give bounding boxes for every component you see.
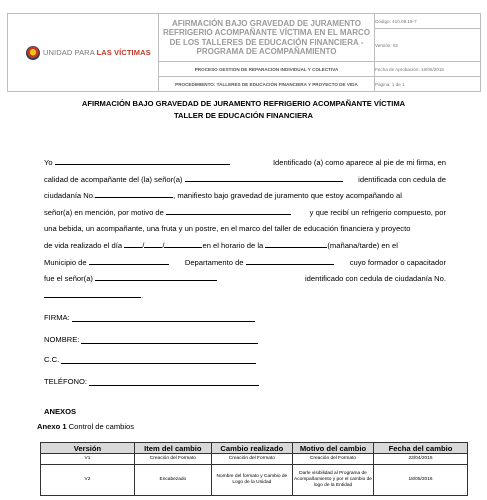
id-number-blank[interactable]: [95, 188, 173, 198]
document-header: [7, 13, 481, 92]
table-cell: V2: [41, 465, 135, 496]
affidavit-paragraph: Yo Identificado (a) como aparece al pie de mi firma, en calidad de acompañante del (la) señor(a) identificada con cedula de ciudadanía No. , manifiesto bajo gravedad de juramento que estoy acompañando al señor(a) en mención, por motivo de y que recibí un refrigerio compuesto, por una bebida, un acompañante, una fruta y un postre, en el marco del taller de educación financiera y proyecto de vida realizado el día / / en el horario de la (mañana/tarde) en el Municipio de Departamento de cuyo formador o capacitador fue el señor(a) identificado con cedula de ciudadanía No. .: [44, 155, 446, 304]
id-field: C.C.: [44, 355, 256, 364]
logo-cell: [8, 14, 159, 92]
table-cell: 18/05/2016: [374, 465, 468, 496]
column-header: Motivo del cambio: [292, 443, 373, 454]
signature-line[interactable]: [72, 313, 255, 322]
year-blank[interactable]: [164, 238, 202, 248]
annex-1-label: Anexo 1 Control de cambios: [37, 422, 135, 431]
document-title-line-2: TALLER DE EDUCACIÓN FINANCIERA: [173, 111, 314, 120]
name-blank[interactable]: [55, 155, 230, 165]
month-blank[interactable]: [144, 238, 162, 248]
phone-field: TELÉFONO:: [44, 377, 259, 386]
table-cell: 23/04/2015: [374, 454, 468, 465]
column-header: Versión: [41, 443, 135, 454]
department-blank[interactable]: [246, 255, 334, 265]
table-cell: Nombre del formato y Cambio de Logo de la Unidad: [211, 465, 292, 496]
column-header: Fecha del cambio: [374, 443, 468, 454]
companion-of-blank[interactable]: [185, 172, 343, 182]
organization-logo: UNIDAD PARA LAS VÍCTIMAS: [43, 48, 151, 57]
day-blank[interactable]: [124, 238, 142, 248]
reason-blank[interactable]: [166, 205, 291, 215]
process-name: PROCESO GESTION DE REPARACION INDIVIDUAL Y COLECTIVA: [159, 62, 375, 77]
annexes-heading: ANEXOS: [44, 407, 77, 416]
document-title-line-1: AFIRMACIÓN BAJO GRAVEDAD DE JURAMENTO REFRIGERIO ACOMPAÑANTE VÍCTIMA: [81, 99, 406, 108]
table-header-row: [41, 443, 468, 454]
column-header: Item del cambio: [134, 443, 211, 454]
name-line[interactable]: [81, 335, 258, 344]
municipality-blank[interactable]: [89, 255, 169, 265]
column-header: Cambio realizado: [211, 443, 292, 454]
page-number: Página: 1 de 1: [375, 77, 481, 92]
schedule-blank[interactable]: [265, 238, 327, 248]
approval-date: Fecha de Aprobación: 18/05/2016: [375, 62, 481, 77]
signature-field: FIRMA:: [44, 313, 255, 322]
document-code: Código: 410.08.15-7: [375, 14, 481, 29]
table-cell: Creación del Formato: [211, 454, 292, 465]
id-line[interactable]: [61, 355, 256, 364]
document-version: Versión: 02: [375, 29, 481, 62]
table-cell: Creación del Formato: [134, 454, 211, 465]
trainer-name-blank[interactable]: [95, 271, 217, 281]
trainer-id-blank[interactable]: [44, 288, 141, 298]
name-field: NOMBRE:: [44, 335, 258, 344]
table-row: [41, 454, 468, 465]
table-row: [41, 465, 468, 496]
table-cell: Encabezado: [134, 465, 211, 496]
table-cell: Darle visibilidad al Programa de Acompañamiento y por el cambio de logo de la Entidad: [292, 465, 373, 496]
table-cell: Creación del Formato: [292, 454, 373, 465]
document-header-title: AFIRMACIÓN BAJO GRAVEDAD DE JURAMENTO REFRIGERIO ACOMPAÑANTE VÍCTIMA EN EL MARCO DE LOS TALLERES DE EDUCACIÓN FINANCIERA - PROGRAMA DE ACOMPAÑAMIENTO: [159, 14, 375, 62]
change-control-table: [40, 442, 468, 496]
phone-line[interactable]: [89, 377, 259, 386]
procedure-name: PROCEDIMIENTO: TALLERES DE EDUCACIÓN FINANCIERA Y PROYECTO DE VIDA: [159, 77, 375, 92]
coat-of-arms-icon: [26, 46, 40, 60]
table-cell: V1: [41, 454, 135, 465]
